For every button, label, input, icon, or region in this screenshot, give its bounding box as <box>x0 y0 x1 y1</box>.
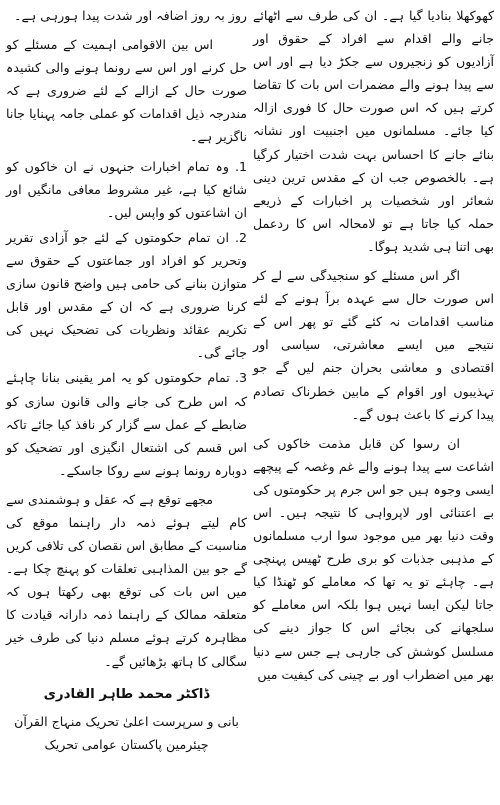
author-name: ڈاکٹر محمد طاہر القادری <box>43 686 210 702</box>
right-column <box>253 4 494 801</box>
demand-item-2: 2. ان تمام حکومتوں کے لئے جو آزادی تقریر وتحریر کو افراد اور جماعتوں کے حقوق سے متوازن بنانے کی حامی ہیں واضح قانون سازی کرنا ضروری ہے کہ ان کے مقدس اور قابل تکریم عقائد ونظریات کی تضحیک نہیں کی جائے گی۔ <box>6 229 247 361</box>
author-title-2: چیئرمین پاکستان عوامی تحریک <box>44 736 209 752</box>
demand-item-1: 1. وہ تمام اخبارات جنہوں نے ان خاکوں کو شائع کیا ہے، غیر مشروط معافی مانگیں اور ان اشاعتوں کو واپس لیں۔ <box>6 158 247 220</box>
left-paragraph-2: اس بین الاقوامی اہمیت کے مسئلے کو حل کرنے اور اس سے رونما ہونے والی کشیدہ صورت حال کے ازالے کے لئے ضروری ہے کہ مندرجہ ذیل اقدامات کو عملی جامہ پہنایا جانا ناگزیر ہے۔ <box>6 37 247 145</box>
signature-block <box>6 683 247 756</box>
right-paragraph-2: اگر اس مسئلے کو سنجیدگی سے لے کر اس صورت حال سے عہدہ برآ ہونے کے لئے مناسب اقدامات نہ کئے گئے تو پھر اس کے نتیجے میں ایسے معاشرتی، سیاسی اور اقتصادی و معاشی بحران جنم لیں گے جو تہذیبوں اور اقوام کے مابین خطرناک تصادم پیدا کرنے کا باعث ہوں گے۔ <box>253 268 494 422</box>
left-paragraph-1: روز بہ روز اضافہ اور شدت پیدا ہورہی ہے۔ <box>14 8 247 23</box>
right-paragraph-3: ان رسوا کن قابل مذمت خاکوں کی اشاعت سے پیدا ہونے والے غم وغصہ کے پیچھے ایسی وجوہ ہیں جو اس جرم پر حکومتوں کی بے اعتنائی اور لاپرواہی کا نتیجہ ہیں۔ اس وقت دنیا بھر میں موجود سوا ارب مسلمانوں کے مذہبی جذبات کو بری طرح ٹھیس پہنچی ہے۔ چاہئے تو یہ تھا کہ معاملے کو ٹھنڈا کیا جاتا لیکن ایسا نہیں ہوا بلکہ اس معاملے کو سلجھانے کی بجائے اس کا جواز دینے کی مسلسل کوشش کی جارہی ہے جس سے دنیا بھر میں اضطراب اور بے چینی کی کیفیت میں <box>253 435 494 682</box>
left-column <box>6 4 247 801</box>
right-paragraph-1: کھوکھلا بنادیا گیا ہے۔ ان کی طرف سے اٹھائے جانے والے اقدام سے افراد کے حقوق اور آزادیوں کو زنجیروں سے جکڑ دیا ہے اور اس سے پیدا ہونے والے مضمرات اس بات کا تقاضا کرتے ہیں کہ اس صورت حال کا فوری ازالہ کیا جائے۔ مسلمانوں میں اجنبیت اور نشانہ بنائے جانے کا احساس بہت شدت اختیار کرگیا ہے۔ بالخصوص جب ان کے مقدس ترین دینی شعائر اور شخصیات پر اخبارات کے ذریعے حملہ کیا جاتا ہے تو لامحالہ اس کا ردعمل بھی اتنا ہی شدید ہوگا۔ <box>253 8 494 254</box>
demand-item-3: 3. تمام حکومتوں کو یہ امر یقینی بنانا چاہئے کہ اس طرح کی جانے والی قانون سازی کو ضابطے کے عمل سے گزار کر نافذ کیا جائے تاکہ اس قسم کی اشتعال انگیزی اور تضحیک کو دوبارہ رونما ہونے سے روکا جاسکے۔ <box>6 370 247 478</box>
left-paragraph-closing: مجھے توقع ہے کہ عقل و ہوشمندی سے کام لیتے ہوئے ذمہ دار راہنما موقع کی مناسبت کے مطابق اس نقصان کی تلافی کریں گے جو بین المذاہبی تعلقات کو پہنچ چکا ہے۔ میں اس بات کی توقع بھی رکھتا ہوں کہ متعلقہ ممالک کے راہنما ذمہ دارانہ قیادت کا مظاہرہ کرتے ہوئے مسلم دنیا کی طرف خیر سگالی کا ہاتھ بڑھائیں گے۔ <box>6 491 247 669</box>
author-title-1: بانی و سرپرست اعلیٰ تحریک منہاج القرآن <box>14 713 239 729</box>
